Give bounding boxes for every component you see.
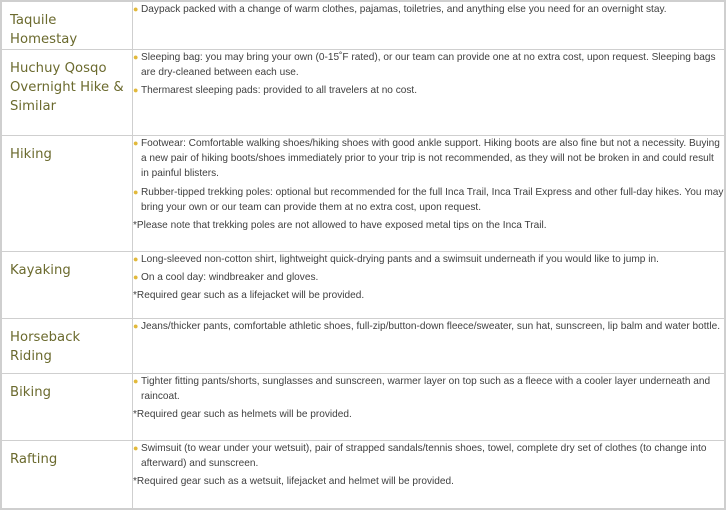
list-item-text: Thermarest sleeping pads: provided to all travelers at no cost. xyxy=(141,85,418,97)
description-cell xyxy=(133,252,725,319)
description-cell xyxy=(133,319,725,374)
dot-bullet-icon: ● xyxy=(133,272,139,283)
category-cell xyxy=(2,136,133,252)
list-item-text: Jeans/thicker pants, comfortable athletic shoes, full-zip/button-down fleece/sweater, sun hat, sunscreen, lip balm and water bottle. xyxy=(141,321,721,332)
table-row xyxy=(2,2,725,50)
list-item xyxy=(133,252,724,267)
dot-bullet-icon: ● xyxy=(133,186,139,197)
note-text: *Required gear such as a lifejacket will be provided. xyxy=(133,290,365,302)
list-item-text: Tighter fitting pants/shorts, sunglasses and sunscreen, warmer layer on top such as a fleece with a cooler layer underneath and raincoat. xyxy=(141,376,711,403)
list-item-text: Footwear: Comfortable walking shoes/hiking shoes with good ankle support. Hiking boots are also fine but not a necessity. Buying a new pair of hiking boots/shoes immediately prior to your trip is not recommended, as they will not be broken in and could result in painful blisters. xyxy=(141,138,720,180)
category-label: Rafting xyxy=(10,452,58,467)
list-item xyxy=(133,83,724,98)
description-cell xyxy=(133,2,725,50)
dot-bullet-icon: ● xyxy=(133,376,139,386)
list-item-text: Long-sleeved non-cotton shirt, lightweight quick-drying pants and a swimsuit underneath if you would like to jump in. xyxy=(141,254,659,265)
list-item-text: Rubber-tipped trekking poles: optional but recommended for the full Inca Trail, Inca Trail Express and other full-day hikes. You may bring your own or our team can provide them at no extra cost, upon request. xyxy=(141,186,724,213)
category-cell xyxy=(2,252,133,319)
description-cell xyxy=(133,441,725,509)
list-item-text: Sleeping bag: you may bring your own (0-15˚F rated), or our team can provide one at no extra cost, upon request. Sleeping bags are dry-cleaned between each use. xyxy=(141,52,716,79)
list-item xyxy=(133,50,724,80)
dot-bullet-icon: ● xyxy=(133,4,139,14)
category-label: Kayaking xyxy=(10,263,71,278)
list-item xyxy=(133,374,724,404)
list-item xyxy=(133,270,724,285)
list-item-text: On a cool day: windbreaker and gloves. xyxy=(141,272,319,284)
list-item-text: Daypack packed with a change of warm clothes, pajamas, toiletries, and anything else you need for an overnight stay. xyxy=(141,4,667,15)
table-row xyxy=(2,252,725,319)
list-item xyxy=(133,441,724,471)
category-label: Taquile Homestay xyxy=(10,13,78,47)
description-cell xyxy=(133,136,725,252)
note-text: *Required gear such as helmets will be provided. xyxy=(133,409,352,421)
note-text: *Required gear such as a wetsuit, lifejacket and helmet will be provided. xyxy=(133,476,454,488)
category-cell xyxy=(2,374,133,441)
note-text: *Please note that trekking poles are not allowed to have exposed metal tips on the Inca Trail. xyxy=(133,220,547,232)
table-row xyxy=(2,319,725,374)
dot-bullet-icon: ● xyxy=(133,443,139,453)
table-row xyxy=(2,441,725,509)
category-label: Horseback Riding xyxy=(10,330,81,364)
category-label: Hiking xyxy=(10,147,52,162)
list-item xyxy=(133,2,724,17)
list-item xyxy=(133,136,724,182)
list-item xyxy=(133,319,724,334)
description-cell xyxy=(133,50,725,136)
category-cell xyxy=(2,441,133,509)
list-item-text: Swimsuit (to wear under your wetsuit), pair of strapped sandals/tennis shoes, towel, complete dry set of clothes (to change into afterward) and sunscreen. xyxy=(141,443,707,470)
dot-bullet-icon: ● xyxy=(133,138,139,148)
dot-bullet-icon: ● xyxy=(133,52,139,62)
category-label: Huchuy Qosqo Overnight Hike & Similar xyxy=(10,61,124,114)
category-cell xyxy=(2,2,133,50)
table-row xyxy=(2,50,725,136)
description-cell xyxy=(133,374,725,441)
table-row xyxy=(2,136,725,252)
dot-bullet-icon: ● xyxy=(133,321,139,331)
table-row xyxy=(2,374,725,441)
dot-bullet-icon: ● xyxy=(133,254,139,264)
list-item xyxy=(133,185,724,215)
category-label: Biking xyxy=(10,385,52,400)
category-cell xyxy=(2,319,133,374)
dot-bullet-icon: ● xyxy=(133,85,139,96)
category-cell xyxy=(2,50,133,136)
gear-table xyxy=(1,1,725,509)
